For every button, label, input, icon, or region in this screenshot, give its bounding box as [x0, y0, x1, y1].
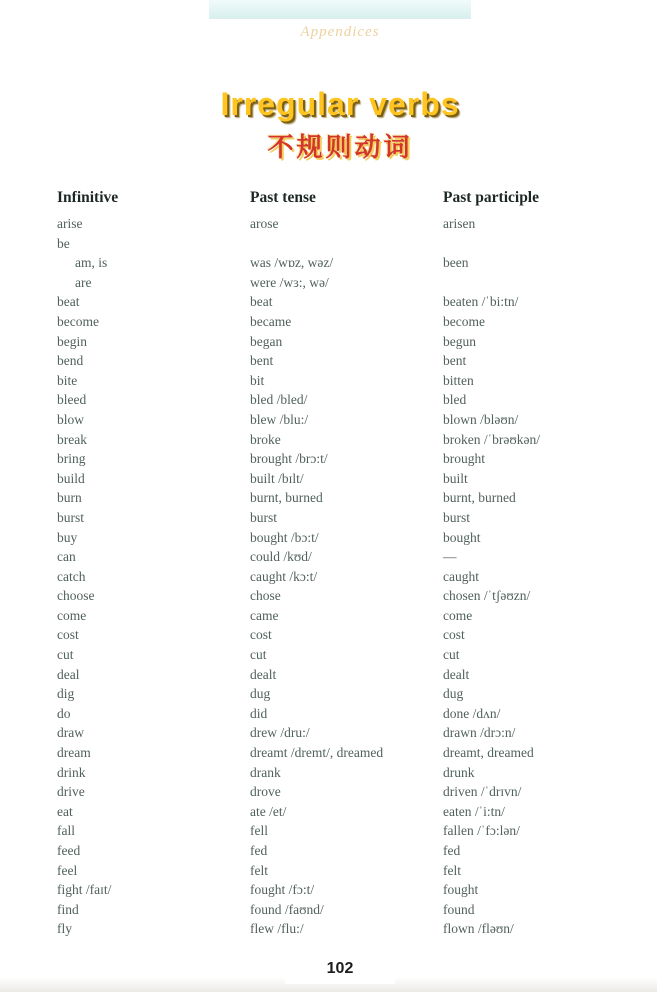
cell-past-tense: drove — [250, 784, 281, 800]
cell-infinitive: fight /faɪt/ — [57, 882, 112, 898]
cell-infinitive: dream — [57, 745, 91, 761]
cell-past-tense: blew /blu:/ — [250, 411, 309, 427]
table-row — [0, 802, 657, 822]
cell-infinitive: bleed — [57, 392, 87, 408]
cell-past-tense: bit — [250, 372, 265, 388]
column-header-past-tense: Past tense — [250, 189, 316, 206]
cell-past-participle: fed — [443, 843, 461, 858]
cell-infinitive: break — [57, 431, 87, 447]
table-row — [0, 782, 657, 802]
cell-infinitive: become — [57, 313, 99, 329]
table-row — [0, 528, 657, 548]
cell-past-participle — [443, 273, 657, 293]
cell-past-tense: broke — [250, 431, 281, 447]
cell-infinitive: drive — [57, 784, 85, 800]
cell-infinitive: choose — [57, 588, 95, 604]
table-row — [0, 586, 657, 606]
cell-past-tense: chose — [250, 588, 281, 604]
cell-past-tense: dug — [250, 686, 271, 702]
cell-past-participle: arisen — [443, 216, 476, 231]
cell-past-participle: cost — [443, 627, 465, 643]
cell-past-participle: caught — [443, 568, 479, 584]
cell-infinitive: feel — [57, 862, 78, 878]
cell-past-participle: begun — [443, 333, 476, 349]
table-row — [0, 488, 657, 508]
cell-past-participle: fought — [443, 882, 479, 898]
table-row — [0, 547, 657, 567]
table-row — [0, 704, 657, 724]
cell-past-participle: dug — [443, 686, 464, 702]
page-subtitle-chinese: 不规则动词 — [267, 133, 413, 162]
cell-past-participle: — — [443, 549, 457, 565]
table-body — [0, 214, 657, 939]
table-row — [0, 292, 657, 312]
cell-past-participle: dealt — [443, 666, 470, 682]
cell-past-tense: dealt — [250, 666, 277, 682]
cell-infinitive: bend — [57, 353, 84, 369]
table-row — [0, 880, 657, 900]
table-row — [0, 684, 657, 704]
cell-past-tense — [250, 234, 443, 254]
table-row — [0, 312, 657, 332]
cell-infinitive: catch — [57, 568, 86, 584]
cell-past-tense: drew /dru:/ — [250, 725, 310, 741]
page-footer — [0, 958, 657, 984]
irregular-verbs-table — [0, 187, 657, 939]
table-row — [0, 665, 657, 685]
table-row — [0, 567, 657, 587]
table-row — [0, 763, 657, 783]
cell-past-tense: caught /kɔ:t/ — [250, 568, 318, 584]
cell-past-participle: flown /fləʊn/ — [443, 921, 514, 937]
cell-past-participle: drunk — [443, 764, 475, 780]
cell-past-participle: done /dʌn/ — [443, 705, 501, 721]
cell-infinitive: arise — [57, 216, 83, 231]
table-row — [0, 351, 657, 371]
cell-past-participle: bitten — [443, 372, 474, 388]
cell-past-tense: began — [250, 333, 283, 349]
cell-past-participle: felt — [443, 862, 461, 878]
cell-past-tense: was /wɒz, wəz/ — [250, 255, 334, 271]
cell-infinitive: am, is — [75, 255, 108, 271]
cell-past-participle: chosen /ˈtʃəʊzn/ — [443, 588, 531, 604]
table-row — [0, 861, 657, 881]
table-row — [0, 919, 657, 939]
table-row — [0, 430, 657, 450]
cell-infinitive: come — [57, 607, 87, 623]
table-header-row — [0, 187, 657, 209]
cell-past-tense: came — [250, 607, 279, 623]
cell-infinitive: eat — [57, 803, 73, 819]
cell-infinitive: deal — [57, 666, 80, 682]
page-number: 102 — [285, 958, 396, 984]
cell-past-tense: were /wɜ:, wə/ — [250, 274, 329, 290]
cell-infinitive: bring — [57, 451, 86, 467]
cell-past-tense: built /bɪlt/ — [250, 470, 304, 486]
cell-past-tense: did — [250, 705, 268, 721]
running-header: Appendices — [300, 24, 380, 40]
table-row — [0, 508, 657, 528]
cell-past-tense: could /kʊd/ — [250, 549, 312, 565]
cell-infinitive: fly — [57, 921, 72, 937]
cell-past-tense: burst — [250, 509, 277, 525]
cell-infinitive: burst — [57, 509, 84, 525]
cell-past-participle: eaten /ˈi:tn/ — [443, 803, 505, 819]
cell-past-tense: fell — [250, 823, 268, 839]
cell-past-participle — [443, 234, 657, 254]
cell-past-participle: come — [443, 607, 473, 623]
cell-infinitive: feed — [57, 843, 81, 858]
cell-past-participle: become — [443, 313, 485, 329]
cell-past-participle: been — [443, 255, 469, 271]
cell-infinitive: do — [57, 705, 71, 721]
page-title: Irregular verbs — [220, 86, 460, 122]
cell-past-participle: brought — [443, 451, 485, 467]
cell-past-participle: driven /ˈdrɪvn/ — [443, 784, 522, 800]
cell-past-participle: cut — [443, 647, 460, 663]
column-header-infinitive: Infinitive — [57, 189, 119, 206]
table-row — [0, 449, 657, 469]
table-row — [0, 234, 657, 254]
cell-past-participle: bought — [443, 529, 481, 545]
cell-past-participle: dreamt, dreamed — [443, 745, 534, 761]
cell-infinitive: dig — [57, 686, 75, 702]
cell-infinitive: cost — [57, 627, 79, 643]
cell-past-tense: beat — [250, 294, 273, 310]
cell-past-participle: burst — [443, 509, 470, 525]
table-row — [0, 332, 657, 352]
table-row — [0, 253, 657, 273]
cell-past-tense: cut — [250, 647, 267, 663]
cell-infinitive: find — [57, 901, 79, 917]
cell-infinitive: buy — [57, 529, 78, 545]
cell-infinitive: drink — [57, 764, 86, 780]
cell-past-tense: arose — [250, 216, 279, 231]
cell-past-participle: found — [443, 901, 475, 917]
column-header-past-participle: Past participle — [443, 189, 539, 206]
table-row — [0, 214, 657, 234]
table-row — [0, 390, 657, 410]
cell-past-tense: fought /fɔ:t/ — [250, 882, 315, 898]
cell-past-participle: broken /ˈbrəʊkən/ — [443, 431, 540, 447]
cell-infinitive: burn — [57, 490, 82, 506]
cell-past-participle: blown /bləʊn/ — [443, 411, 519, 427]
table-row — [0, 841, 657, 861]
cell-past-tense: felt — [250, 862, 268, 878]
cell-past-participle: bent — [443, 353, 467, 369]
cell-infinitive: blow — [57, 411, 84, 427]
table-row — [0, 410, 657, 430]
table-row — [0, 625, 657, 645]
cell-infinitive: be — [57, 235, 70, 251]
cell-past-tense: drank — [250, 764, 281, 780]
cell-past-tense: fed — [250, 843, 268, 858]
cell-past-tense: bled /bled/ — [250, 392, 308, 408]
cell-past-tense: burnt, burned — [250, 490, 323, 506]
cell-infinitive: can — [57, 549, 76, 565]
cell-infinitive: cut — [57, 647, 74, 663]
cell-past-tense: ate /et/ — [250, 803, 287, 819]
cell-infinitive: bite — [57, 372, 78, 388]
cell-infinitive: draw — [57, 725, 84, 741]
table-row — [0, 900, 657, 920]
cell-past-tense: dreamt /dremt/, dreamed — [250, 745, 384, 761]
cell-infinitive: fall — [57, 823, 75, 839]
table-row — [0, 723, 657, 743]
cell-past-tense: bent — [250, 353, 274, 369]
cell-past-participle: burnt, burned — [443, 490, 516, 506]
table-row — [0, 273, 657, 293]
cell-infinitive: build — [57, 470, 85, 486]
cell-infinitive: are — [75, 274, 92, 290]
cell-past-tense: cost — [250, 627, 272, 643]
table-row — [0, 743, 657, 763]
page-top-scan-band — [209, 0, 471, 19]
cell-infinitive: begin — [57, 333, 87, 349]
table-row — [0, 645, 657, 665]
cell-past-tense: flew /flu:/ — [250, 921, 304, 937]
table-row — [0, 606, 657, 626]
table-row — [0, 821, 657, 841]
cell-past-participle: beaten /ˈbi:tn/ — [443, 294, 519, 310]
table-row — [0, 371, 657, 391]
cell-past-tense: became — [250, 313, 292, 329]
cell-past-participle: bled — [443, 392, 467, 408]
cell-past-tense: bought /bɔ:t/ — [250, 529, 319, 545]
cell-past-participle: drawn /drɔ:n/ — [443, 725, 516, 741]
cell-past-participle: built — [443, 470, 468, 486]
table-row — [0, 469, 657, 489]
cell-past-tense: brought /brɔ:t/ — [250, 451, 328, 467]
cell-past-participle: fallen /ˈfɔ:lən/ — [443, 823, 520, 839]
cell-infinitive: beat — [57, 294, 80, 310]
cell-past-tense: found /faʊnd/ — [250, 901, 324, 917]
